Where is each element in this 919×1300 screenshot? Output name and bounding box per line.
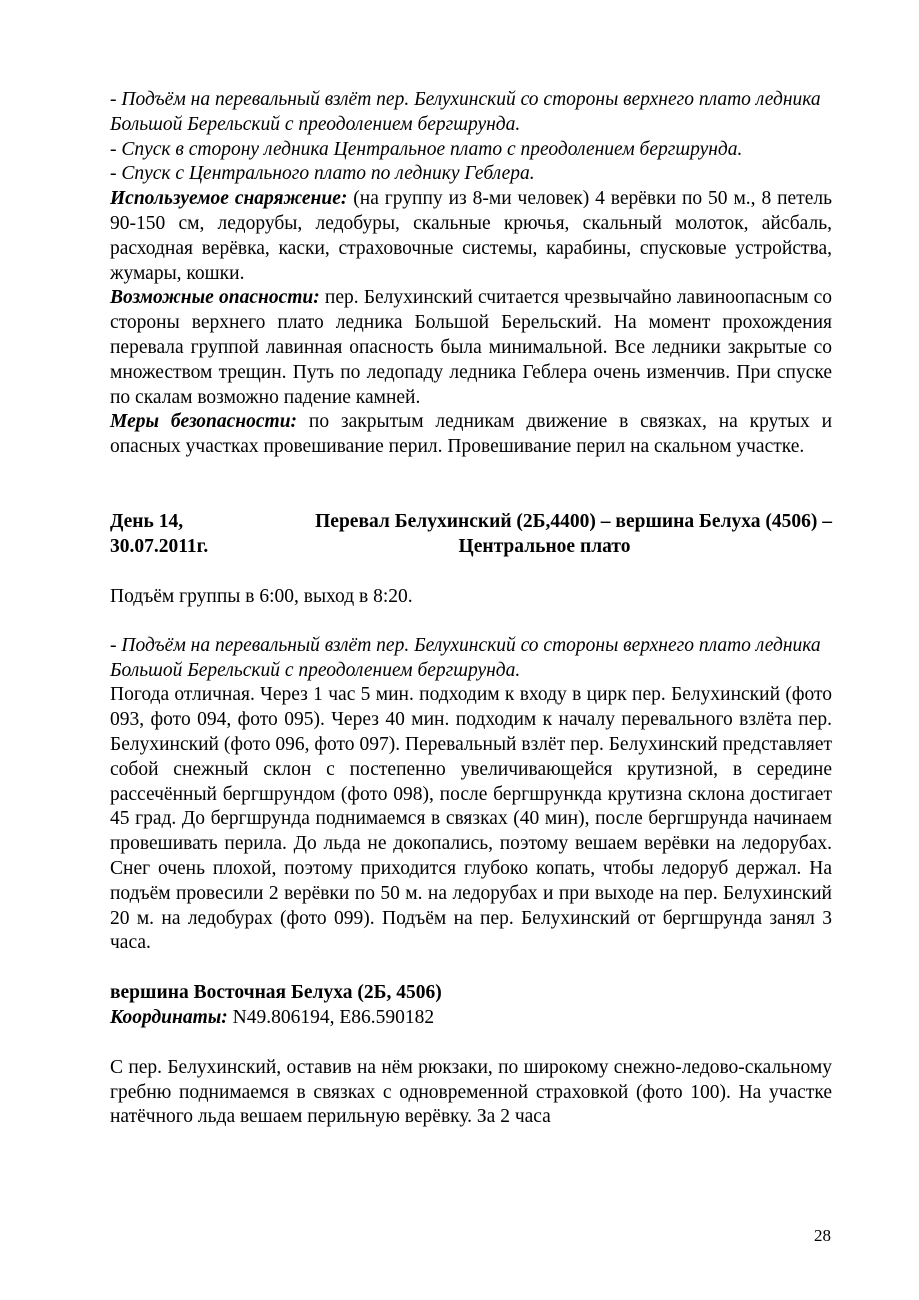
peak-title: вершина Восточная Белуха (2Б, 4506) [110, 982, 442, 1004]
route-title-line2: Центральное плато [458, 535, 631, 557]
coords-label: Координаты: [110, 1006, 228, 1028]
ascent-item: - Подъём на перевальный взлёт пер. Белухинский со стороны верхнего плато ледника Большой Берельский с преодолением бергшрунда. [110, 634, 821, 681]
equipment-text: (на группу из 8-ми человек) 4 верёвки по 50 м., 8 петель 90-150 см, ледорубы, ледобуры, скальные крючья, скальный молоток, айсбаль, расходная верёвка, каски, страховочные системы, карабины, спусковые устройства, жумары, кошки. [110, 188, 833, 284]
page-content [110, 88, 832, 1130]
coords-line [110, 1006, 832, 1031]
day-date: 30.07.2011г. [110, 535, 209, 557]
start-paragraph: Подъём группы в 6:00, выход в 8:20. [110, 585, 413, 607]
coords-value: N49.806194, E86.590182 [227, 1006, 435, 1028]
equipment-paragraph [110, 187, 832, 286]
ascent-paragraph: Погода отличная. Через 1 час 5 мин. подходим к входу в цирк пер. Белухинский (фото 093, фото 094, фото 095). Через 40 мин. подходим к началу перевального взлёта пер. Белухинский (фото 096, фото 097). Перевальный взлёт пер. Белухинский представляет собой снежный склон с постепенно увеличивающейся крутизной, в середине рассечённый бергшрундом (фото 098), после бергшрункда крутизна склона достигает 45 град. До бергшрунда поднимаемся в связках (40 мин), после бергшрунда начинаем провешивать перила. До льда не докопались, поэтому вешаем верёвки на ледорубах. Снег очень плохой, поэтому приходится глубоко копать, чтобы ледоруб держал. На подъём провесили 2 верёвки по 50 м. на ледорубах и при выходе на пер. Белухинский 20 м. на ледобурах (фото 099). Подъём на пер. Белухинский от бергшрунда занял 3 часа. [110, 684, 832, 954]
dangers-text: пер. Белухинский считается чрезвычайно лавиноопасным со стороны верхнего плато ледника Большой Берельский. На момент прохождения перевала группой лавинная опасность была минимальной. Все ледники закрытые со множеством трещин. Путь по ледопаду ледника Геблера очень изменчив. При спуске по скалам возможно падение камней. [110, 287, 833, 408]
page-number: 28 [814, 1226, 831, 1245]
day-heading [110, 510, 832, 560]
final-paragraph: С пер. Белухинский, оставив на нём рюкзаки, по широкому снежно-ледово-скальному гребню поднимаемся в связках с одновременной страховкой (фото 100). На участке натёчного льда вешаем перильную верёвку. За 2 часа [110, 1056, 832, 1128]
safety-label: Меры безопасности: [110, 411, 298, 433]
route-title-line1: Перевал Белухинский (2Б,4400) – вершина Белуха (4506) – [315, 510, 832, 532]
dangers-paragraph [110, 286, 832, 410]
dangers-label: Возможные опасности: [110, 287, 320, 309]
route-item: - Спуск в сторону ледника Центральное плато с преодолением бергшрунда. [110, 138, 743, 160]
route-item: - Подъём на перевальный взлёт пер. Белухинский со стороны верхнего плато ледника Большой Берельский с преодолением бергшрунда. [110, 89, 821, 135]
route-item: - Спуск с Центрального плато по леднику Геблера. [110, 163, 535, 185]
safety-text: по закрытым ледникам движение в связках, на крутых и опасных участках провешивание перил. Провешивание перил на скальном участке. [110, 411, 833, 458]
equipment-label: Используемое снаряжение: [110, 188, 348, 210]
day-label: День 14, [110, 510, 184, 532]
safety-paragraph [110, 410, 832, 460]
